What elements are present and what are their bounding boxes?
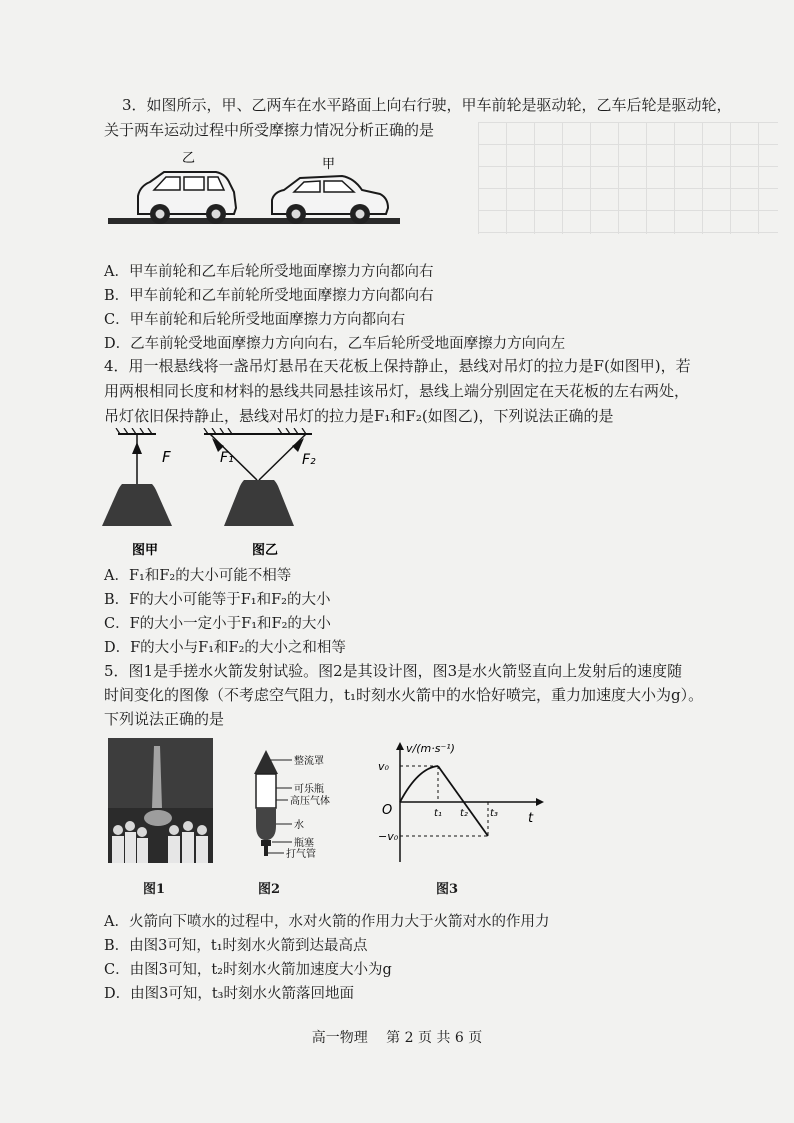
graph-curve-thrust <box>400 766 438 802</box>
q4-stem-line1: 4．用一根悬线将一盏吊灯悬吊在天花板上保持静止，悬线对吊灯的拉力是F(如图甲)，若 <box>104 357 691 375</box>
graph-line-free-flight <box>438 766 488 836</box>
q4-option-a[interactable]: A．F₁和F₂的大小可能不相等 <box>104 568 292 584</box>
graph-xlabel: t <box>528 811 534 826</box>
lamp-a-icon <box>102 484 172 526</box>
q5-option-c[interactable]: C．由图3可知，t₂时刻水火箭加速度大小为g <box>104 962 392 978</box>
graph-origin: O <box>382 803 393 818</box>
rocket-part-stopper: 瓶塞 <box>294 838 314 849</box>
q4-stem-line2: 用两根相同长度和材料的悬线共同悬挂该吊灯，悬线上端分别固定在天花板的左右两处， <box>104 382 690 400</box>
rocket-part-pump-tube: 打气管 <box>286 849 316 860</box>
fig-b-caption: 图乙 <box>252 543 279 558</box>
q5-stem-line1: 5．图1是手搓水火箭发射试验。图2是其设计图，图3是水火箭竖直向上发射后的速度随 <box>104 662 683 680</box>
background-grid <box>478 122 778 234</box>
car-b-icon <box>138 172 236 224</box>
q4-stem-line3: 吊灯依旧保持静止，悬线对吊灯的拉力是F₁和F₂(如图乙)，下列说法正确的是 <box>104 407 614 425</box>
q3-cars-figure <box>104 150 404 232</box>
graph-neg-v0: −v₀ <box>378 830 399 843</box>
q4-option-c[interactable]: C．F的大小一定小于F₁和F₂的大小 <box>104 616 331 632</box>
page-footer: 高一物理 第 2 页 共 6 页 <box>311 1030 483 1046</box>
q5-photo <box>108 738 213 863</box>
q5-option-d[interactable]: D．由图3可知，t₃时刻水火箭落回地面 <box>104 986 354 1002</box>
force-arrow-icon <box>132 442 142 454</box>
graph-v0: v₀ <box>378 760 389 773</box>
graph-t1: t₁ <box>434 808 442 819</box>
q5-option-a[interactable]: A．火箭向下喷水的过程中，水对火箭的作用力大于火箭对水的作用力 <box>104 914 550 930</box>
fig3-caption: 图3 <box>436 882 459 897</box>
rocket-icon <box>254 750 278 774</box>
q4-option-d[interactable]: D．F的大小与F₁和F₂的大小之和相等 <box>104 640 346 656</box>
car-a-label: 甲 <box>322 157 336 172</box>
q5-stem-line3: 下列说法正确的是 <box>104 710 225 728</box>
car-b-label: 乙 <box>182 151 196 166</box>
graph-t2: t₂ <box>460 808 468 819</box>
q3-stem-line1: 3．如图所示，甲、乙两车在水平路面上向右行驶，甲车前轮是驱动轮，乙车后轮是驱动轮， <box>122 96 732 114</box>
q4-lamp-figure <box>100 428 340 564</box>
fig-a-caption: 图甲 <box>132 543 159 558</box>
fig1-caption: 图1 <box>143 882 166 897</box>
force-f-label: F <box>162 448 171 466</box>
rocket-part-gas: 高压气体 <box>290 796 330 807</box>
rocket-part-water: 水 <box>294 820 304 831</box>
rocket-part-bottle: 可乐瓶 <box>294 784 324 795</box>
q5-stem-line2: 时间变化的图像（不考虑空气阻力，t₁时刻水火箭中的水恰好喷完，重力加速度大小为g）。 <box>104 686 704 704</box>
q4-option-b[interactable]: B．F的大小可能等于F₁和F₂的大小 <box>104 592 331 608</box>
graph-t3: t₃ <box>490 808 498 819</box>
force-f1-label: F₁ <box>220 450 234 466</box>
q3-stem-line2: 关于两车运动过程中所受摩擦力情况分析正确的是 <box>104 121 435 139</box>
graph-ylabel: v/(m·s⁻¹) <box>406 742 455 755</box>
car-a-icon <box>272 176 388 224</box>
rocket-part-fairing: 整流罩 <box>294 756 324 767</box>
lamp-b-icon <box>224 480 294 526</box>
q5-option-b[interactable]: B．由图3可知，t₁时刻水火箭到达最高点 <box>104 938 368 954</box>
force-f2-label: F₂ <box>302 452 316 468</box>
q5-rocket-design <box>250 746 360 866</box>
q3-option-a[interactable]: A．甲车前轮和乙车后轮所受地面摩擦力方向都向右 <box>104 264 434 280</box>
q3-option-d[interactable]: D．乙车前轮受地面摩擦力方向向右，乙车后轮所受地面摩擦力方向向左 <box>104 336 566 352</box>
q3-option-b[interactable]: B．甲车前轮和乙车前轮所受地面摩擦力方向都向右 <box>104 288 434 304</box>
q5-vt-graph <box>378 738 548 868</box>
q3-option-c[interactable]: C．甲车前轮和后轮所受地面摩擦力方向都向右 <box>104 312 406 328</box>
fig2-caption: 图2 <box>258 882 281 897</box>
